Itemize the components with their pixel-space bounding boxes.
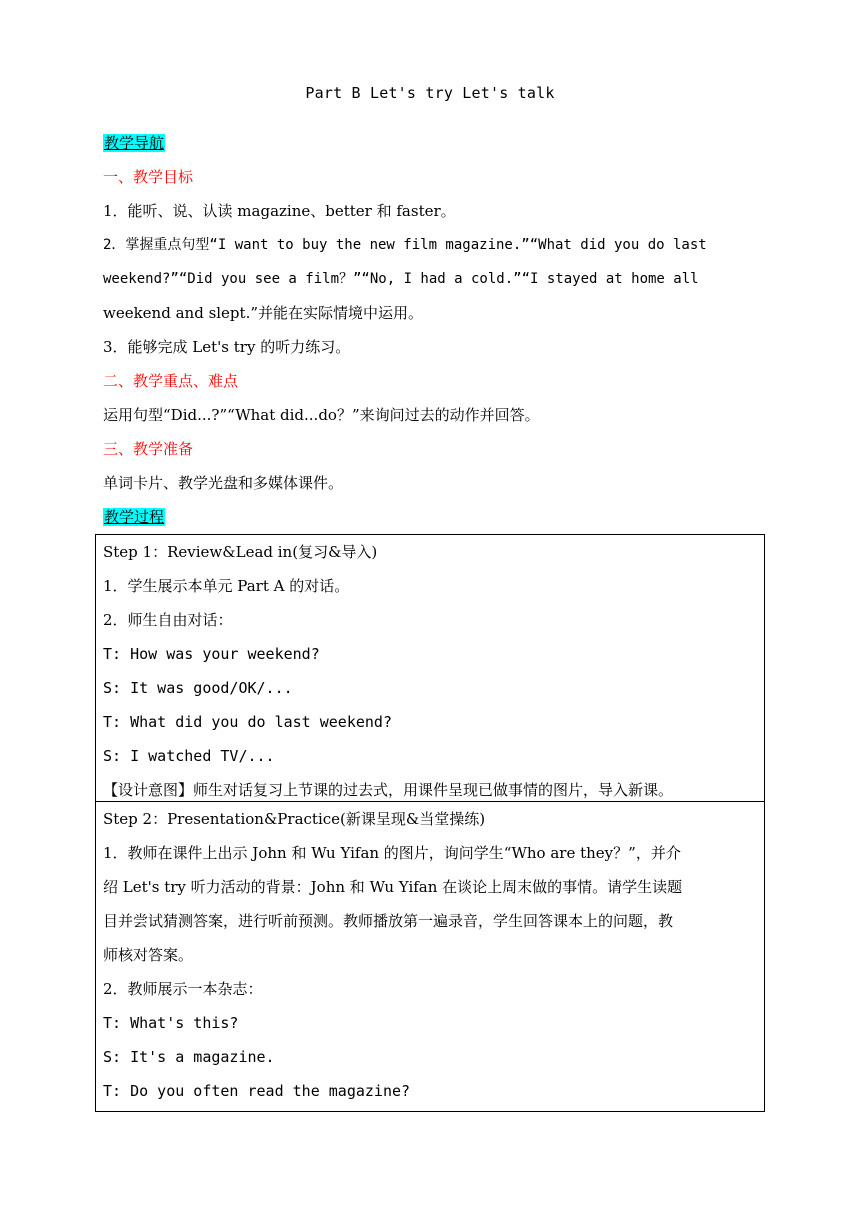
step2-line: 目并尝试猜测答案，进行听前预测。教师播放第一遍录音，学生回答课本上的问题，教 [103, 912, 674, 930]
step2-line: 师核对答案。 [103, 946, 194, 964]
step2-line: T: Do you often read the magazine? [103, 1082, 411, 1100]
step1-line: T: What did you do last weekend? [103, 713, 392, 731]
nav-heading: 教学导航 [104, 134, 165, 152]
step1-line: Step 1：Review&Lead in(复习&导入) [103, 543, 378, 561]
step2-line: T: What's this? [103, 1014, 239, 1032]
page-title: Part B Let's try Let's talk [305, 84, 555, 102]
section1-line: weekend and slept.”并能在实际情境中运用。 [103, 304, 424, 322]
step1-line: T: How was your weekend? [103, 645, 320, 663]
step1-line: S: It was good/OK/... [103, 679, 293, 697]
step1-design-intent: 【设计意图】师生对话复习上节课的过去式，用课件呈现已做事情的图片，导入新课。 [103, 781, 674, 799]
step2-line: 绍 Let's try 听力活动的背景：John 和 Wu Yifan 在谈论上周末做的事情。请学生读题 [103, 878, 683, 896]
step2-line: 1．教师在课件上出示 John 和 Wu Yifan 的图片，询问学生“Who are they？”，并介 [103, 844, 681, 862]
step1-line: 2．师生自由对话： [103, 611, 233, 629]
section1-line: 1．能听、说、认读 magazine、better 和 faster。 [103, 202, 456, 220]
step2-line: 2．教师展示一本杂志： [103, 980, 263, 998]
document-body [103, 126, 758, 534]
section2-line: 运用句型“Did...?”“What did...do？”来询问过去的动作并回答。 [103, 406, 540, 424]
section3-line: 单词卡片、教学光盘和多媒体课件。 [103, 474, 344, 492]
section3-heading: 三、教学准备 [103, 440, 194, 458]
section1-line: 3．能够完成 Let's try 的听力练习。 [103, 338, 351, 356]
step1-line: 1．学生展示本单元 Part A 的对话。 [103, 577, 350, 595]
step1-table-cell [95, 534, 765, 802]
step1-line: S: I watched TV/... [103, 747, 275, 765]
step2-line: S: It's a magazine. [103, 1048, 275, 1066]
section2-heading: 二、教学重点、难点 [103, 372, 239, 390]
section1-line: weekend?”“Did you see a film？”“No, I had a cold.”“I stayed at home all [103, 271, 699, 287]
section1-line: 2．掌握重点句型“I want to buy the new film magazine.”“What did you do last [103, 237, 707, 253]
section1-heading: 一、教学目标 [103, 168, 194, 186]
step2-line: Step 2：Presentation&Practice(新课呈现&当堂操练) [103, 810, 486, 828]
process-heading: 教学过程 [104, 508, 165, 526]
step2-table-cell [95, 801, 765, 1112]
